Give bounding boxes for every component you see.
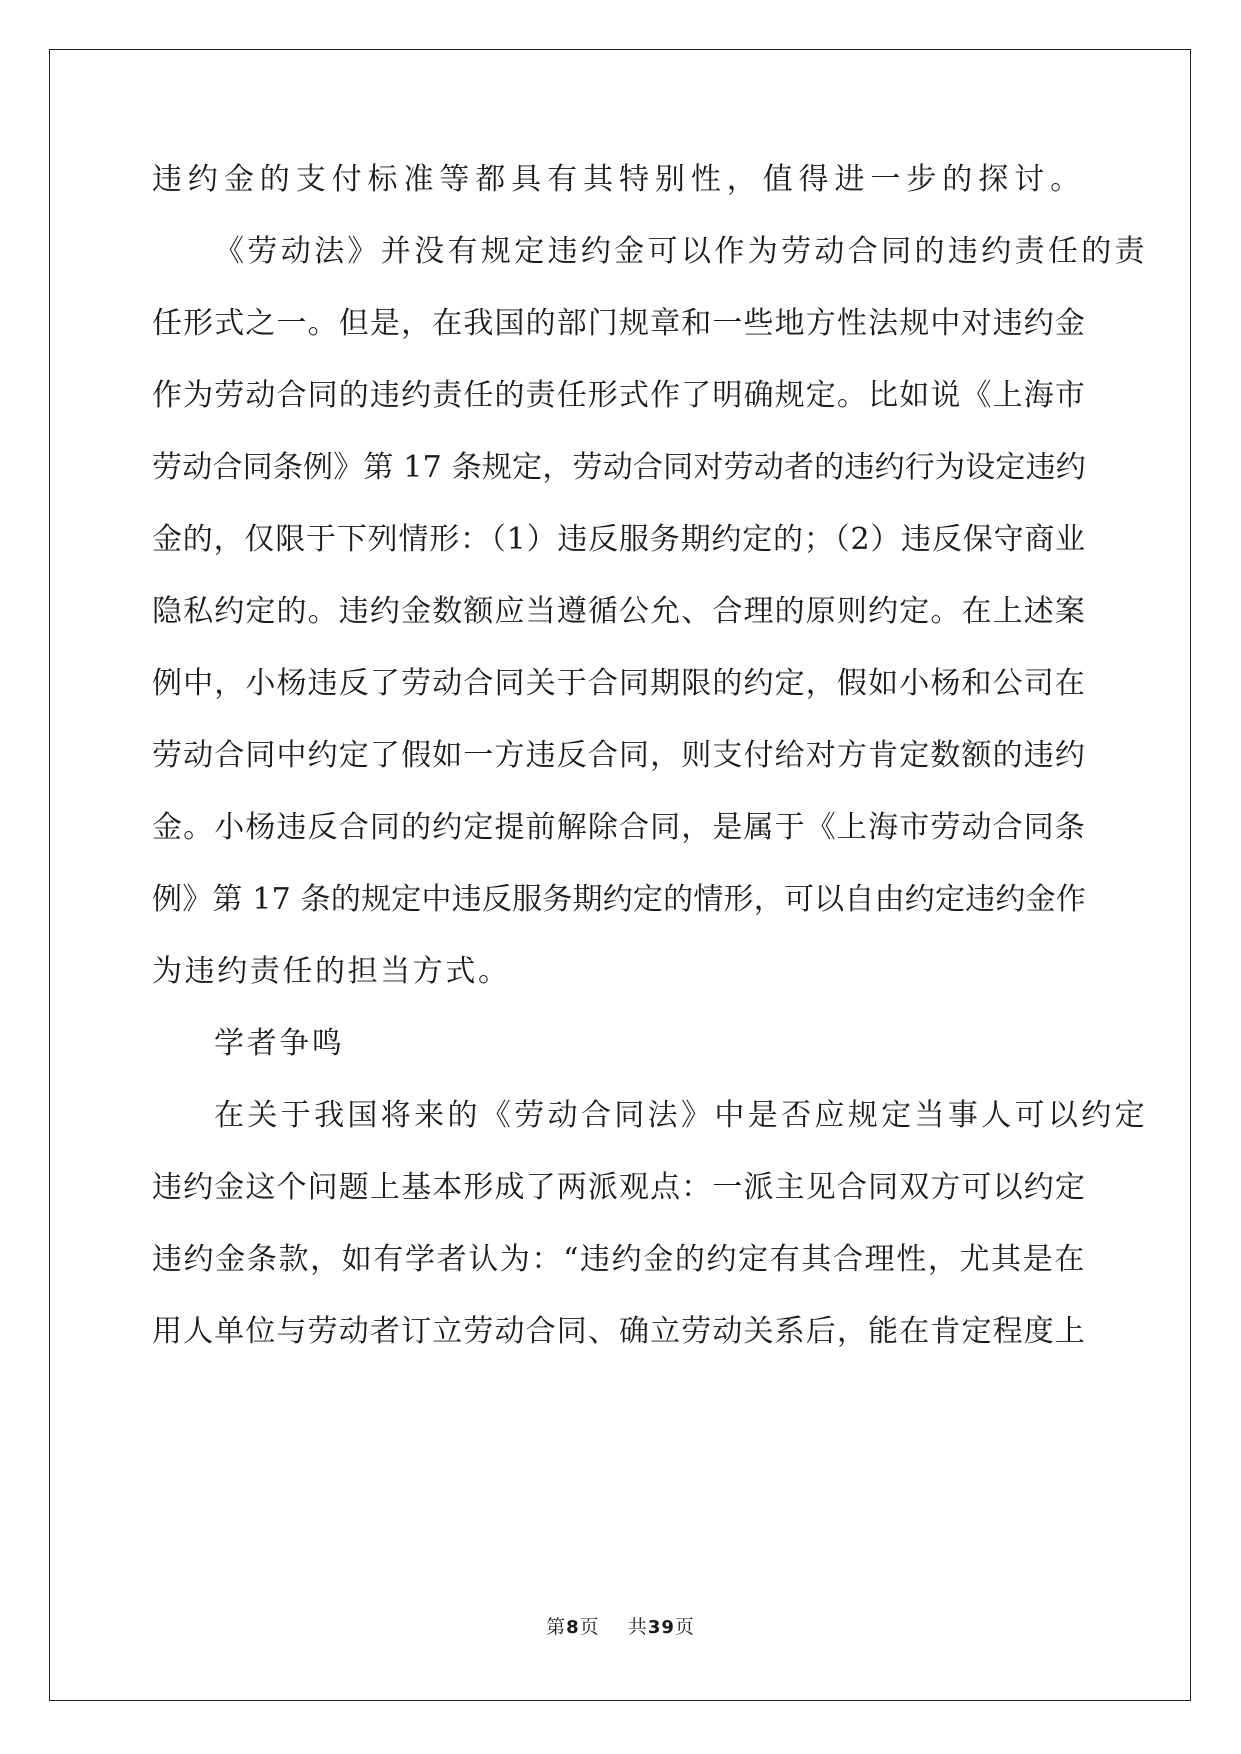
paragraph-line: 《劳动法》并没有规定违约金可以作为劳动合同的违约责任的责 <box>214 234 1148 269</box>
footer-prefix: 第 <box>546 1616 567 1638</box>
paragraph-line: 金的，仅限于下列情形：（1）违反服务期约定的；（2）违反保守商业 <box>152 522 1086 557</box>
page-border <box>49 49 1191 1701</box>
paragraph-line: 为违约责任的担当方式。 <box>152 954 511 989</box>
footer-mid: 页 共 <box>579 1616 648 1638</box>
paragraph-line: 作为劳动合同的违约责任的责任形式作了明确规定。比如说《上海市 <box>152 378 1086 413</box>
paragraph-line: 隐私约定的。违约金数额应当遵循公允、合理的原则约定。在上述案 <box>152 594 1086 629</box>
page-footer <box>0 1615 1241 1640</box>
section-heading: 学者争鸣 <box>214 1026 345 1061</box>
paragraph-line: 违约金这个问题上基本形成了两派观点：一派主见合同双方可以约定 <box>152 1170 1086 1205</box>
paragraph-line: 违约金条款，如有学者认为：“违约金的约定有其合理性，尤其是在 <box>152 1242 1086 1277</box>
paragraph-line: 金。小杨违反合同的约定提前解除合同，是属于《上海市劳动合同条 <box>152 810 1086 845</box>
paragraph-line: 劳动合同中约定了假如一方违反合同，则支付给对方肯定数额的违约 <box>152 738 1086 773</box>
current-page-number: 8 <box>566 1617 580 1638</box>
paragraph-line: 劳动合同条例》第 17 条规定，劳动合同对劳动者的违约行为设定违约 <box>152 450 1086 485</box>
total-page-count: 39 <box>647 1617 675 1638</box>
footer-suffix: 页 <box>674 1616 695 1638</box>
paragraph-line: 在关于我国将来的《劳动合同法》中是否应规定当事人可以约定 <box>214 1098 1148 1133</box>
paragraph-line: 例》第 17 条的规定中违反服务期约定的情形，可以自由约定违约金作 <box>152 882 1086 917</box>
paragraph-line: 违约金的支付标准等都具有其特别性，值得进一步的探讨。 <box>152 162 1086 197</box>
paragraph-line: 用人单位与劳动者订立劳动合同、确立劳动关系后，能在肯定程度上 <box>152 1314 1086 1349</box>
paragraph-line: 例中，小杨违反了劳动合同关于合同期限的约定，假如小杨和公司在 <box>152 666 1086 701</box>
paragraph-line: 任形式之一。但是，在我国的部门规章和一些地方性法规中对违约金 <box>152 306 1086 341</box>
